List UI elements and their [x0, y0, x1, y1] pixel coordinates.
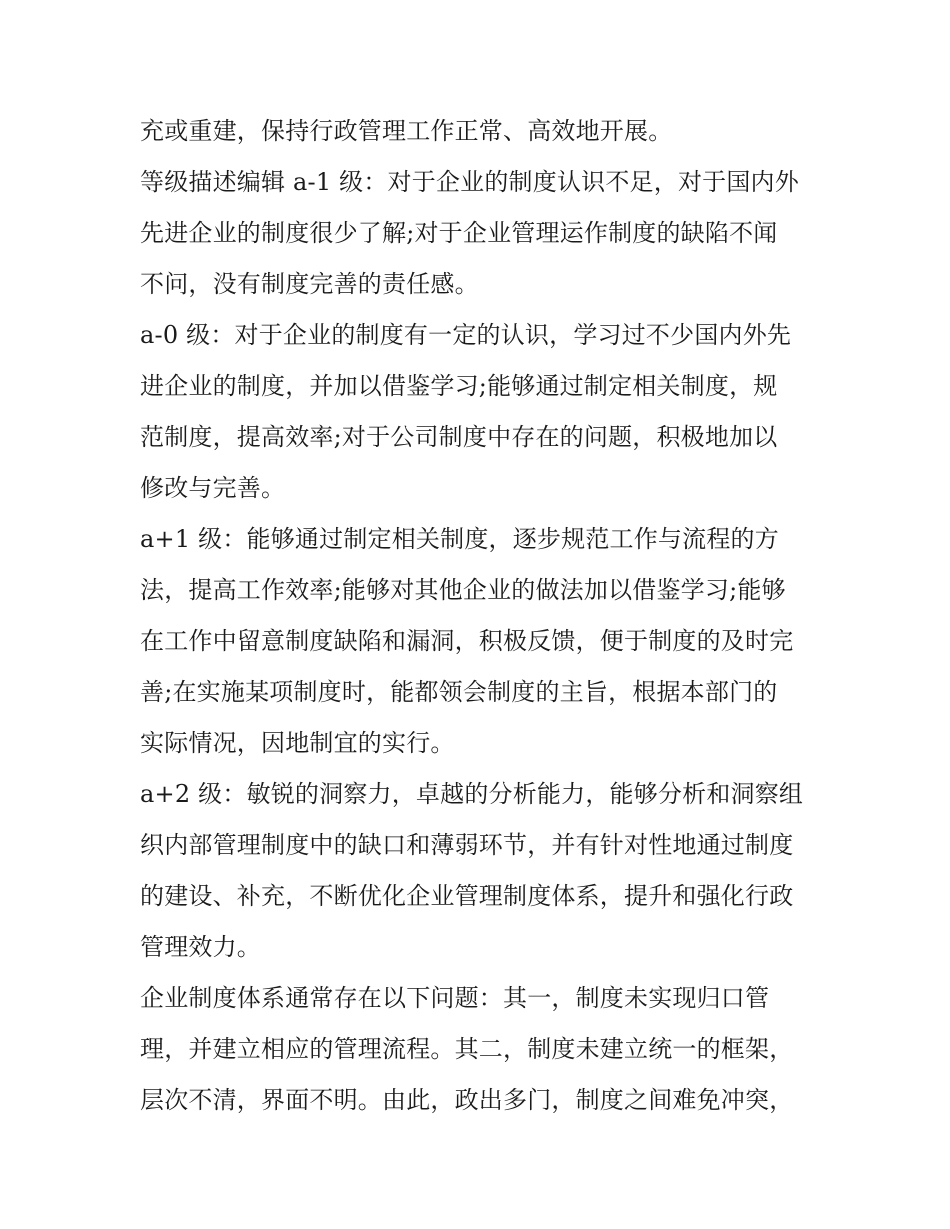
- text-line: 企业制度体系通常存在以下问题：其一，制度未实现归口管: [140, 984, 770, 1012]
- text-line: 理，并建立相应的管理流程。其二，制度未建立统一的框架，: [140, 1035, 794, 1063]
- text-line: 先进企业的制度很少了解;对于企业管理运作制度的缺陷不闻: [140, 219, 778, 247]
- document-body: [140, 106, 820, 1126]
- text-line: 充或重建，保持行政管理工作正常、高效地开展。: [140, 117, 673, 145]
- text-line: a-0 级：对于企业的制度有一定的认识，学习过不少国内外先: [140, 321, 792, 349]
- text-line: 在工作中留意制度缺陷和漏洞，积极反馈，便于制度的及时完: [140, 627, 794, 655]
- text-line: 层次不清，界面不明。由此，政出多门，制度之间难免冲突，: [140, 1086, 794, 1114]
- text-line: 修改与完善。: [140, 474, 286, 502]
- text-line: 范制度，提高效率;对于公司制度中存在的问题，积极地加以: [140, 423, 778, 451]
- text-line: 法，提高工作效率;能够对其他企业的做法加以借鉴学习;能够: [140, 576, 786, 604]
- text-line: 进企业的制度，并加以借鉴学习;能够通过制定相关制度，规: [140, 372, 778, 400]
- text-line: 实际情况，因地制宜的实行。: [140, 729, 455, 757]
- text-line: 管理效力。: [140, 933, 261, 961]
- text-line: a+1 级：能够通过制定相关制度，逐步规范工作与流程的方: [140, 525, 779, 553]
- text-line: 善;在实施某项制度时，能都领会制度的主旨，根据本部门的: [140, 678, 778, 706]
- text-line: 等级描述编辑 a-1 级：对于企业的制度认识不足，对于国内外: [140, 168, 799, 196]
- text-line: 不问，没有制度完善的责任感。: [140, 270, 479, 298]
- text-line: 织内部管理制度中的缺口和薄弱环节，并有针对性地通过制度: [140, 831, 794, 859]
- text-line: a+2 级：敏锐的洞察力，卓越的分析能力，能够分析和洞察组: [140, 780, 804, 808]
- text-line: 的建设、补充，不断优化企业管理制度体系，提升和强化行政: [140, 882, 794, 910]
